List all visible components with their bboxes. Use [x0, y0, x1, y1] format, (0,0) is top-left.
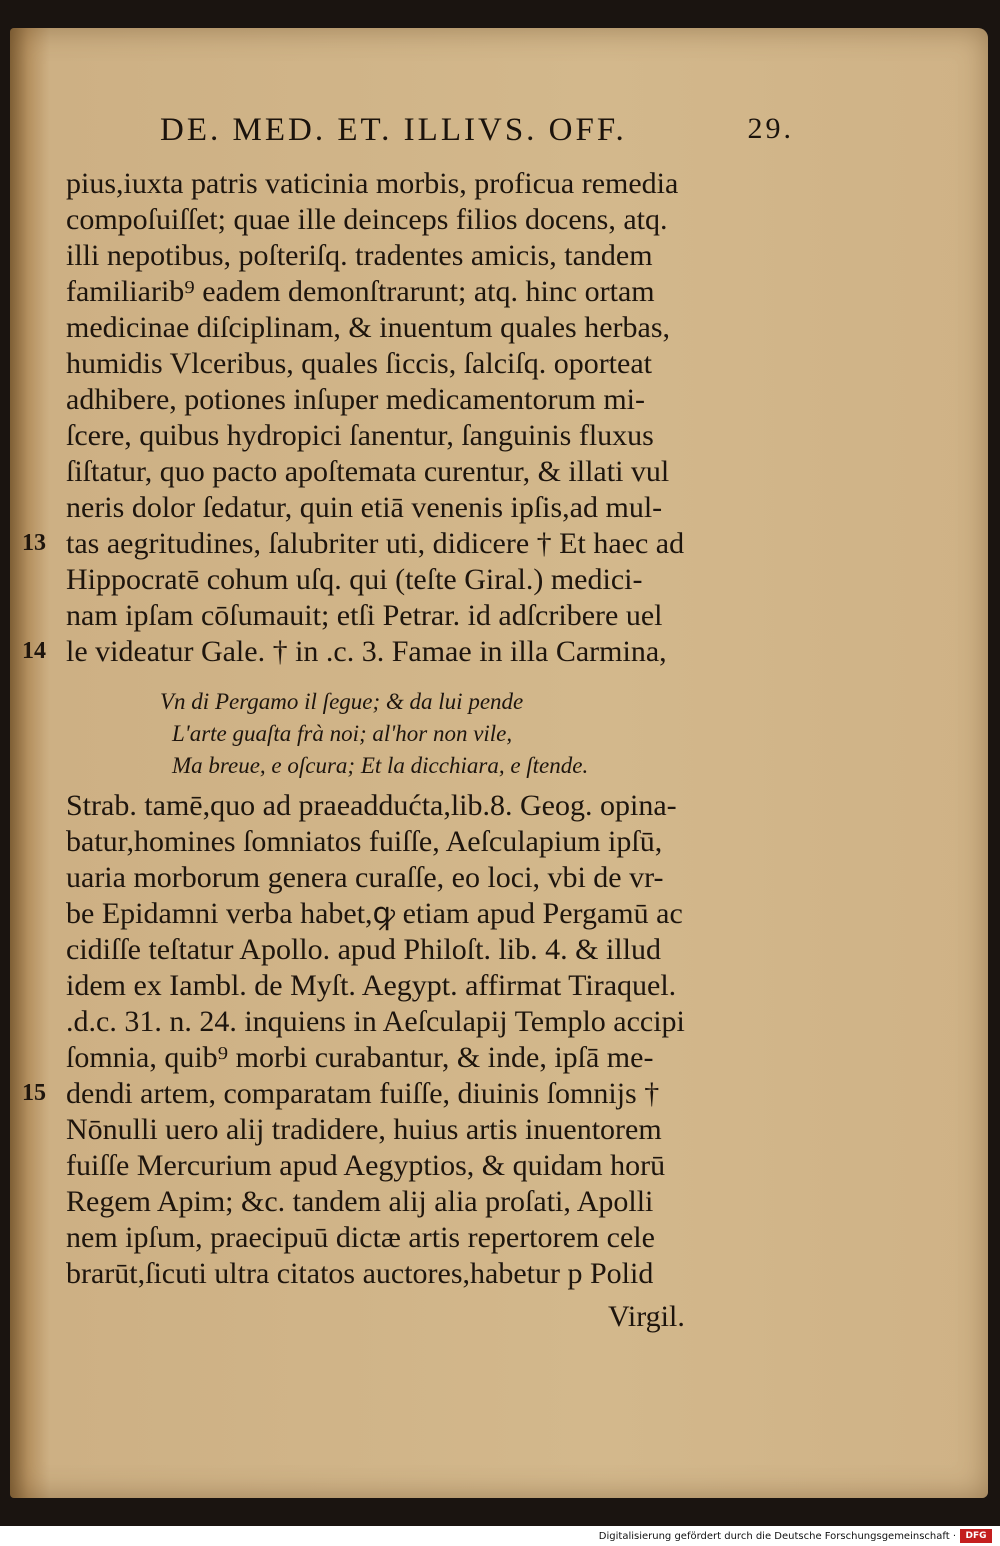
verse-line: Ma breue, e oſcura; Et la dicchiara, e ſtende.: [172, 753, 589, 778]
text-line: pius,iuxta patris vaticinia morbis, proficua remedia: [66, 167, 679, 200]
text-line: Nōnulli uero alij tradidere, huius artis inuentorem: [66, 1113, 662, 1146]
text-line: humidis Vlceribus, quales ſiccis, ſalciſq. oporteat: [66, 347, 652, 380]
text-line: tas aegritudines, ſalubriter uti, didicere † Et haec ad: [66, 527, 685, 560]
page-number: 29.: [747, 112, 794, 145]
text-line: Regem Apim; &c. tandem alij alia proſati, Apolli: [66, 1185, 654, 1218]
text-line: idem ex Iambl. de Myſt. Aegypt. affirmat Tiraquel.: [66, 969, 677, 1002]
text-line: ſcere, quibus hydropici ſanentur, ſanguinis fluxus: [66, 419, 654, 452]
text-line: ſiſtatur, quo pacto apoſtemata curentur, & illati vul: [66, 455, 670, 488]
text-line: nam ipſam cōſumauit; etſi Petrar. id adſcribere uel: [66, 599, 663, 632]
text-line: ſomnia, quib⁹ morbi curabantur, & inde, ipſā me-: [66, 1041, 654, 1074]
text-line: neris dolor ſedatur, quin etiā venenis ipſis,ad mul-: [66, 491, 663, 524]
text-line: dendi artem, comparatam fuiſſe, diuinis ſomnijs †: [66, 1077, 660, 1110]
text-line: le videatur Gale. † in .c. 3. Famae in illa Carmina,: [66, 635, 667, 668]
text-line: Hippocratē cohum uſq. qui (teſte Giral.) medici-: [66, 563, 643, 596]
digitization-credit: Digitalisierung gefördert durch die Deutsche Forschungsgemeinschaft ·: [598, 1531, 956, 1542]
text-line: .d.c. 31. n. 24. inquiens in Aeſculapij Templo accipi: [66, 1005, 685, 1038]
margin-note-number: 15: [22, 1080, 46, 1106]
running-header: [160, 112, 800, 152]
text-line: brarūt,ſicuti ultra citatos auctores,habetur p Polid: [66, 1257, 654, 1290]
verse-line: L'arte guaſta frà noi; al'hor non vile,: [172, 721, 513, 746]
text-line: uaria morborum genera curaſſe, eo loci, vbi de vr-: [66, 861, 664, 894]
verse-line: Vn di Pergamo il ſegue; & da lui pende: [160, 689, 524, 714]
text-line: batur,homines ſomniatos fuiſſe, Aeſculapium ipſū,: [66, 825, 663, 858]
text-line: fuiſſe Mercurium apud Aegyptios, & quidam horū: [66, 1149, 666, 1182]
text-line: adhibere, potiones inſuper medicamentorum mi-: [66, 383, 645, 416]
text-line: be Epidamni verba habet,ꝙ etiam apud Pergamū ac: [66, 897, 683, 930]
text-line: illi nepotibus, poſteriſq. tradentes amicis, tandem: [66, 239, 653, 272]
dfg-logo: DFG: [960, 1529, 992, 1543]
text-line: nem ipſum, praecipuū dictæ artis repertorem cele: [66, 1221, 655, 1254]
margin-note-number: 14: [22, 638, 46, 664]
margin-note-number: 13: [22, 530, 46, 556]
catchword-signature: Virgil.: [608, 1300, 685, 1333]
text-line: medicinae diſciplinam, & inuentum quales herbas,: [66, 311, 670, 344]
text-line: compoſuiſſet; quae ille deinceps filios docens, atq.: [66, 203, 668, 236]
text-line: Strab. tamē,quo ad praeaddućta,lib.8. Geog. opina-: [66, 789, 677, 822]
text-line: familiarib⁹ eadem demonſtrarunt; atq. hinc ortam: [66, 275, 655, 308]
text-line: cidiſſe teſtatur Apollo. apud Philoſt. lib. 4. & illud: [66, 933, 661, 966]
running-title: DE. MED. ET. ILLIVS. OFF.: [160, 112, 627, 148]
